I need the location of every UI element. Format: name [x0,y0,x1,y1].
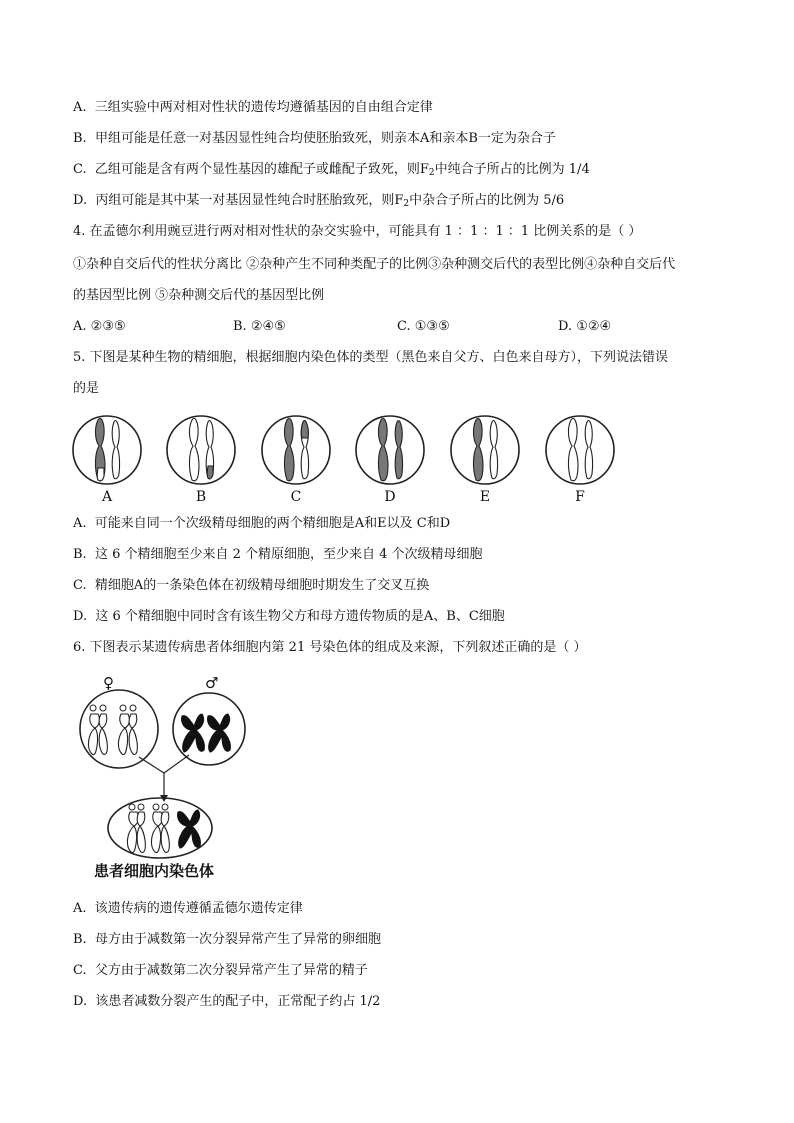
cell-c [262,416,330,484]
q5-option-c: C. 精细胞A的一条染色体在初级精母细胞时期发生了交叉互换 [73,578,430,593]
q3-option-c: C. 乙组可能是含有两个显性基因的雄配子或雌配子致死，则$F_2$中纯合子所占的比例为 1/4 [73,162,590,178]
male-symbol: ♂ [205,674,219,692]
q5-option-d: D. 这 6 个精细胞中同时含有该生物父方和母方遗传物质的是A、B、C细胞 [73,609,505,624]
cell-a [73,416,141,484]
cell-b [167,416,235,484]
patient-cell [108,798,212,858]
q4-option-c: C. ①③⑤ [397,319,450,334]
cell-e [451,416,519,484]
q6-option-c: C. 父方由于减数第二次分裂异常产生了异常的精子 [73,963,368,978]
cell-label-e: E [479,489,491,505]
q6-option-d: D. 该患者减数分裂产生的配子中，正常配子约占 1/2 [73,994,381,1009]
q6-option-b: B. 母方由于减数第一次分裂异常产生了异常的卵细胞 [73,932,381,947]
q5-option-b: B. 这 6 个精细胞至少来自 2 个精原细胞，至少来自 4 个次级精母细胞 [73,547,483,562]
q5-option-a: A. 可能来自同一个次级精母细胞的两个精细胞是A和E以及 C和D [73,516,451,531]
q4-option-b: B. ②④⑤ [233,319,286,334]
q3-option-d: D. 丙组可能是其中某一对基因显性纯合时胚胎致死，则$F_2$中杂合子所占的比例为 5/6 [73,193,565,209]
q5-stem-1: 5. 下图是某种生物的精细胞，根据细胞内染色体的类型（黑色来自父方、白色来自母方），下列说法错误 [73,350,669,365]
q3-option-a: A. 三组实验中两对相对性状的遗传均遵循基因的自由组合定律 [73,100,433,115]
female-symbol: ♀ [103,674,114,692]
q4-stem-1: 4. 在孟德尔利用豌豆进行两对相对性状的杂交实验中，可能具有 1 ：1 ：1 ：1 比例关系的是（ ） [73,224,642,239]
patient-chromosome-caption: 患者细胞内染色体 [94,862,215,880]
q6-option-a: A. 该遗传病的遗传遵循孟德尔遗传定律 [73,901,303,916]
cell-label-c: C [290,489,302,505]
mother-cell [80,690,158,768]
chromosome-21-diagram [74,690,254,860]
cell-label-a: A [101,489,113,505]
q6-stem: 6. 下图表示某遗传病患者体细胞内第 21 号染色体的组成及来源，下列叙述正确的是（ ） [73,640,587,655]
sperm-cells-diagram [70,410,640,505]
cell-f [546,416,614,484]
cell-label-d: D [384,489,396,505]
cell-d [356,416,424,484]
q4-stem-3: 的基因型比例 ⑤杂种测交后代的基因型比例 [73,288,325,303]
q4-option-a: A. ②③⑤ [73,319,126,334]
q3-option-b: B. 甲组可能是任意一对基因显性纯合均使胚胎致死，则亲本A和亲本B一定为杂合子 [73,131,556,146]
father-cell [173,693,245,765]
cell-label-f: F [575,489,585,505]
q4-stem-2: ①杂种自交后代的性状分离比 ②杂种产生不同种类配子的比例③杂种测交后代的表型比例④杂种自交后代 [73,257,676,272]
cell-label-b: B [195,489,207,505]
q5-stem-2: 的是 [73,381,100,396]
q4-option-d: D. ①②④ [558,319,612,334]
